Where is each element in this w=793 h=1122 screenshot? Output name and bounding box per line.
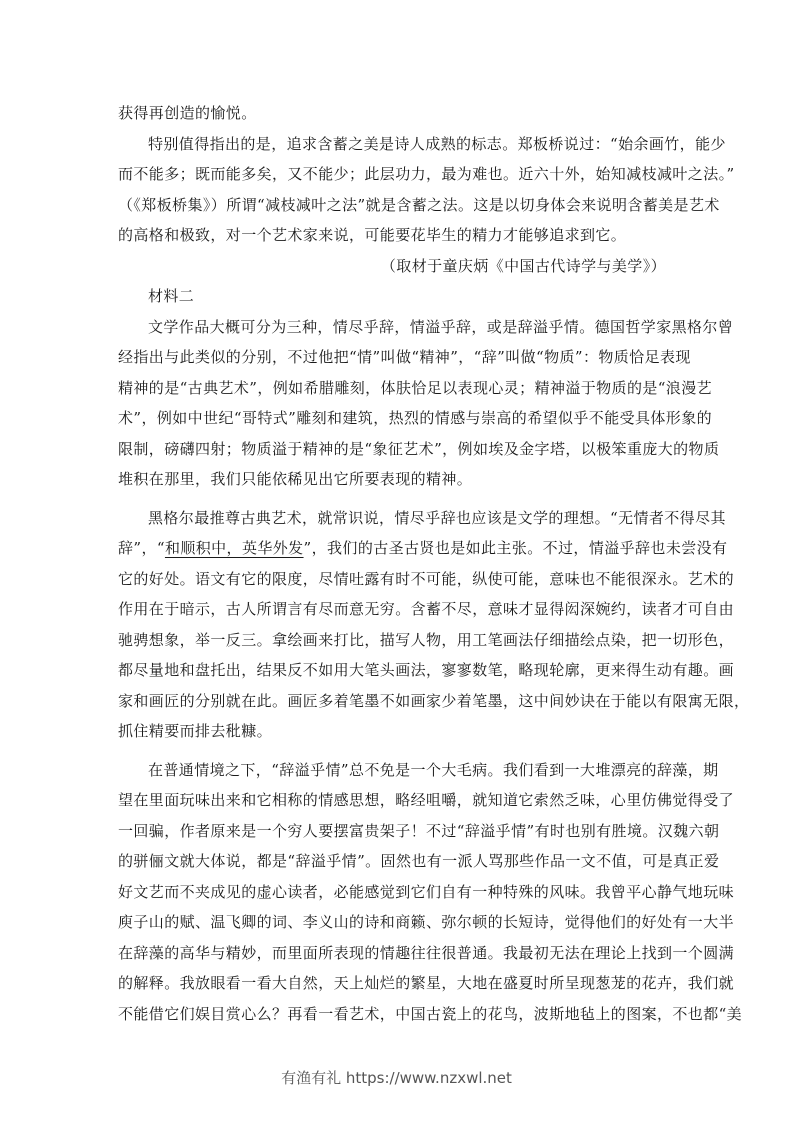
text-line: 的骈俪文就大体说，都是“辞溢乎情”。固然也有一派人骂那些作品一文不值，可是真正爱 bbox=[118, 852, 720, 870]
text-line: 都尽量地和盘托出，结果反不如用大笔头画法，寥寥数笔，略现轮廓，更来得生动有趣。画 bbox=[118, 661, 735, 679]
text-line: 限制，磅礴四射；物质溢于精神的是“象征艺术”，例如埃及金字塔，以极笨重庞大的物质 bbox=[118, 439, 720, 458]
source-citation: （取材于童庆炳《中国古代诗学与美学》） bbox=[380, 256, 666, 275]
text-line: 一回骗，作者原来是一个穷人要摆富贵架子！不过“辞溢乎情”有时也别有胜境。汉魏六朝 bbox=[118, 821, 720, 840]
text-line: 的解释。我放眼看一看大自然，天上灿烂的繁星，大地在盛夏时所呈现葱茏的花卉，我们就 bbox=[118, 974, 735, 992]
text-line bbox=[118, 533, 728, 564]
text-line: 不能借它们娱目赏心么？再看一看艺术，中国古瓷上的花鸟，波斯地毡上的图案，不也都“美 bbox=[118, 1004, 743, 1023]
text-line: 特别值得指出的是，追求含蓄之美是诗人成熟的标志。郑板桥说过：“始余画竹，能少 bbox=[148, 134, 726, 153]
document-page bbox=[118, 98, 750, 1029]
text-line: 作用在于暗示，古人所谓言有尽而意无穷。含蓄不尽，意味才显得闳深婉约，读者才可自由 bbox=[118, 600, 735, 618]
text-line: 黑格尔最推尊古典艺术，就常识说，情尽乎辞也应该是文学的理想。“无情者不得尽其 bbox=[148, 508, 726, 527]
underlined-phrase: 和顺积中，英华外发 bbox=[164, 539, 304, 557]
text-line: 精神的是“古典艺术”，例如希腊雕刻，体肤恰足以表现心灵；精神溢于物质的是“浪漫艺 bbox=[118, 378, 713, 397]
text-span: ”，我们的古圣古贤也是如此主张。不过，情溢乎辞也未尝没有 bbox=[303, 539, 728, 557]
text-line: 在普通情境之下，“辞溢乎情”总不免是一个大毛病。我们看到一大堆漂亮的辞藻，期 bbox=[148, 760, 719, 779]
text-line: 经指出与此类似的分别，不过他把“情”叫做“精神”，“辞”叫做“物质”：物质恰足表现 bbox=[118, 348, 691, 366]
text-span: 辞”，“ bbox=[118, 539, 165, 557]
text-line: 获得再创造的愉悦。 bbox=[118, 104, 257, 122]
text-line: 庾子山的赋、温飞卿的词、李义山的诗和商籁、弥尔顿的长短诗，觉得他们的好处有一大半 bbox=[118, 913, 735, 931]
text-line: 堆积在那里，我们只能依稀见出它所要表现的精神。 bbox=[118, 470, 473, 488]
text-line: 望在里面玩味出来和它相称的情感思想，略经咀嚼，就知道它索然乏味，心里仿佛觉得受了 bbox=[118, 791, 735, 809]
text-line: 在辞藻的高华与精妙，而里面所表现的情趣往往很普通。我最初无法在理论上找到一个圆满 bbox=[118, 943, 735, 962]
text-line: 抓住精要而排去秕糠。 bbox=[118, 722, 273, 740]
text-line: 的高格和极致，对一个艺术家来说，可能要花毕生的精力才能够追求到它。 bbox=[118, 226, 627, 244]
text-line: 好文艺而不夹成见的虚心读者，必能感觉到它们自有一种特殊的风味。我曾平心静气地玩味 bbox=[118, 882, 735, 901]
text-line: 家和画匠的分别就在此。画匠多着笔墨不如画家少着笔墨，这中间妙诀在于能以有限寓无限， bbox=[118, 691, 750, 710]
text-line: 它的好处。语文有它的限度，尽情吐露有时不可能，纵使可能，意味也不能很深永。艺术的 bbox=[118, 569, 735, 588]
text-line: 而不能多；既而能多矣，又不能少；此层功力，最为难也。近六十外，始知减枝减叶之法。” bbox=[118, 165, 735, 183]
footer-watermark: 有渔有礼 https://www.nzxwl.net bbox=[281, 1069, 512, 1087]
text-line: 文学作品大概可分为三种，情尽乎辞，情溢乎辞，或是辞溢乎情。德国哲学家黑格尔曾 bbox=[148, 317, 734, 336]
text-line: 驰骋想象，举一反三。拿绘画来打比，描写人物，用工笔画法仔细描绘点染，把一切形色， bbox=[118, 630, 735, 649]
text-line: （《郑板桥集》）所谓“减枝减叶之法”就是含蓄之法。这是以切身体会来说明含蓄美是艺术 bbox=[118, 195, 720, 214]
text-line: 术”，例如中世纪“哥特式”雕刻和建筑，热烈的情感与崇高的希望似乎不能受具体形象的 bbox=[118, 409, 713, 427]
section-title: 材料二 bbox=[148, 287, 195, 305]
